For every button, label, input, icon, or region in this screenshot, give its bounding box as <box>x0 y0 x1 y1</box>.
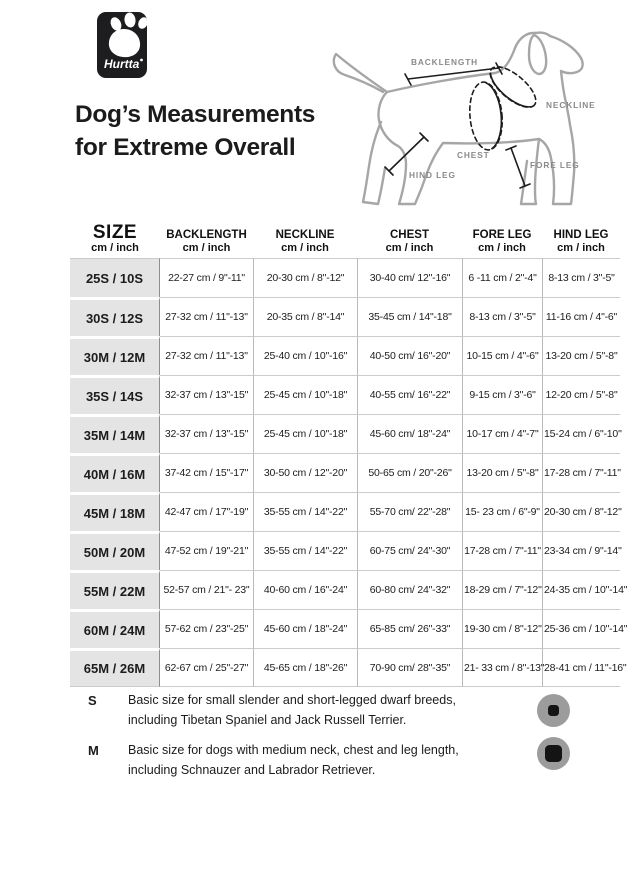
measurement-cell: 20-30 cm / 8"-12" <box>542 492 620 531</box>
measurement-cell: 40-50 cm/ 16"-20" <box>357 336 462 375</box>
footnote-letter: S <box>88 693 97 708</box>
title-line-2: for Extreme Overall <box>75 134 296 161</box>
col-header-fore-leg: FORE LEG cm / inch <box>472 229 532 254</box>
logo-wordmark: Hurtta <box>104 57 140 71</box>
measurement-cell: 55-70 cm/ 22"-28" <box>357 492 462 531</box>
medium-breed-icon <box>537 737 570 770</box>
size-table-body <box>70 258 628 687</box>
footnote-text: Basic size for small slender and short-legged dwarf breeds, including Tibetan Spaniel and Jack Russell Terrier. <box>128 693 456 727</box>
table-row <box>70 609 620 648</box>
measurement-cell: 20-30 cm / 8"-12" <box>253 258 357 297</box>
measurement-cell: 15- 23 cm / 6"-9" <box>462 492 542 531</box>
footnote-text: Basic size for dogs with medium neck, chest and leg length, including Schnauzer and Labrador Retriever. <box>128 743 459 777</box>
table-row <box>70 492 620 531</box>
table-row <box>70 414 620 453</box>
measurement-cell: 11-16 cm / 4"-6" <box>542 297 620 336</box>
table-row <box>70 531 620 570</box>
measurement-cell: 42-47 cm / 17"-19" <box>160 492 253 531</box>
measurement-cell: 60-80 cm/ 24"-32" <box>357 570 462 609</box>
measurement-cell: 21- 33 cm / 8"-13" <box>462 648 542 687</box>
measurement-cell: 50-65 cm / 20"-26" <box>357 453 462 492</box>
measurement-cell: 17-28 cm / 7"-11" <box>462 531 542 570</box>
col-header-size: SIZE cm / inch <box>91 222 139 254</box>
measurement-cell: 35-55 cm / 14"-22" <box>253 492 357 531</box>
size-cell: 60M / 24M <box>70 609 160 648</box>
size-cell: 35S / 14S <box>70 375 160 414</box>
col-header-chest: CHEST cm / inch <box>385 229 434 254</box>
measurement-cell: 25-45 cm / 10"-18" <box>253 375 357 414</box>
measurement-cell: 35-45 cm / 14"-18" <box>357 297 462 336</box>
measurement-cell: 27-32 cm / 11"-13" <box>160 336 253 375</box>
measurement-cell: 60-75 cm/ 24"-30" <box>357 531 462 570</box>
foreleg-line <box>511 148 525 186</box>
measurement-cell: 37-42 cm / 15"-17" <box>160 453 253 492</box>
measurement-cell: 27-32 cm / 11"-13" <box>160 297 253 336</box>
table-header-row <box>70 218 620 258</box>
measurement-cell: 8-13 cm / 3"-5" <box>462 297 542 336</box>
page-title <box>75 98 315 164</box>
measurement-cell: 65-85 cm/ 26"-33" <box>357 609 462 648</box>
measurement-cell: 25-45 cm / 10"-18" <box>253 414 357 453</box>
size-cell: 35M / 14M <box>70 414 160 453</box>
size-cell: 25S / 10S <box>70 258 160 297</box>
size-cell: 45M / 18M <box>70 492 160 531</box>
measurement-cell: 25-40 cm / 10"-16" <box>253 336 357 375</box>
col-header-neckline: NECKLINE cm / inch <box>275 229 335 254</box>
dog-measurement-diagram <box>325 15 630 210</box>
measurement-cell: 40-55 cm/ 16"-22" <box>357 375 462 414</box>
measurement-cell: 10-17 cm / 4"-7" <box>462 414 542 453</box>
size-cell: 50M / 20M <box>70 531 160 570</box>
measurement-cell: 70-90 cm/ 28"-35" <box>357 648 462 687</box>
measurement-cell: 35-55 cm / 14"-22" <box>253 531 357 570</box>
measurement-cell: 19-30 cm / 8"-12" <box>462 609 542 648</box>
measurement-cell: 15-24 cm / 6"-10" <box>542 414 620 453</box>
size-cell: 40M / 16M <box>70 453 160 492</box>
table-row <box>70 375 620 414</box>
table-row <box>70 297 620 336</box>
table-row <box>70 258 620 297</box>
footnote-m <box>88 741 468 780</box>
measurement-cell: 10-15 cm / 4"-6" <box>462 336 542 375</box>
diagram-label-neckline: NECKLINE <box>546 100 596 110</box>
diagram-label-backlength: BACKLENGTH <box>411 57 479 67</box>
measurement-cell: 45-65 cm / 18"-26" <box>253 648 357 687</box>
measurement-cell: 45-60 cm / 18"-24" <box>253 609 357 648</box>
size-cell: 55M / 22M <box>70 570 160 609</box>
measurement-annotations <box>385 60 542 188</box>
measurement-cell: 6 -11 cm / 2"-4" <box>462 258 542 297</box>
measurement-cell: 13-20 cm / 5"-8" <box>542 336 620 375</box>
measurement-cell: 12-20 cm / 5"-8" <box>542 375 620 414</box>
measurement-cell: 52-57 cm / 21"- 23" <box>160 570 253 609</box>
diagram-label-chest: CHEST <box>457 150 490 160</box>
measurement-cell: 13-20 cm / 5"-8" <box>462 453 542 492</box>
table-row <box>70 453 620 492</box>
size-cell: 30M / 12M <box>70 336 160 375</box>
measurement-cell: 8-13 cm / 3"-5" <box>542 258 620 297</box>
footnote-letter: M <box>88 743 99 758</box>
measurement-cell: 30-50 cm / 12"-20" <box>253 453 357 492</box>
measurement-cell: 40-60 cm / 16"-24" <box>253 570 357 609</box>
measurement-cell: 9-15 cm / 3"-6" <box>462 375 542 414</box>
table-row <box>70 570 620 609</box>
hurtta-logo <box>97 12 147 78</box>
table-row <box>70 648 620 687</box>
col-header-hind-leg: HIND LEG cm / inch <box>553 229 609 254</box>
col-header-backlength: BACKLENGTH cm / inch <box>166 229 247 254</box>
measurement-cell: 18-29 cm / 7"-12" <box>462 570 542 609</box>
measurement-cell: 47-52 cm / 19"-21" <box>160 531 253 570</box>
footnotes <box>88 691 468 791</box>
measurement-cell: 23-34 cm / 9"-14" <box>542 531 620 570</box>
title-line-1: Dog’s Measurements <box>75 101 316 128</box>
diagram-label-fore-leg: FORE LEG <box>530 160 580 170</box>
measurement-cell: 32-37 cm / 13"-15" <box>160 414 253 453</box>
measurement-cell: 17-28 cm / 7"-11" <box>542 453 620 492</box>
diagram-label-hind-leg: HIND LEG <box>409 170 456 180</box>
measurement-cell: 22-27 cm / 9"-11" <box>160 258 253 297</box>
measurement-cell: 32-37 cm / 13"-15" <box>160 375 253 414</box>
measurement-cell: 62-67 cm / 25"-27" <box>160 648 253 687</box>
measurement-cell: 30-40 cm/ 12"-16" <box>357 258 462 297</box>
size-table <box>70 218 628 687</box>
size-cell: 30S / 12S <box>70 297 160 336</box>
measurement-cell: 28-41 cm / 11"-16" <box>542 648 620 687</box>
size-cell: 65M / 26M <box>70 648 160 687</box>
measurement-cell: 57-62 cm / 23"-25" <box>160 609 253 648</box>
table-row <box>70 336 620 375</box>
measurement-cell: 20-35 cm / 8"-14" <box>253 297 357 336</box>
hurtta-logo-graphic <box>97 12 147 78</box>
footnote-s <box>88 691 468 730</box>
measurement-cell: 45-60 cm/ 18"-24" <box>357 414 462 453</box>
dog-ear <box>529 35 546 74</box>
measurement-cell: 24-35 cm / 10"-14" <box>542 570 620 609</box>
measurement-cell: 25-36 cm / 10"-14" <box>542 609 620 648</box>
small-breed-icon <box>537 694 570 727</box>
size-table-header <box>70 218 620 258</box>
